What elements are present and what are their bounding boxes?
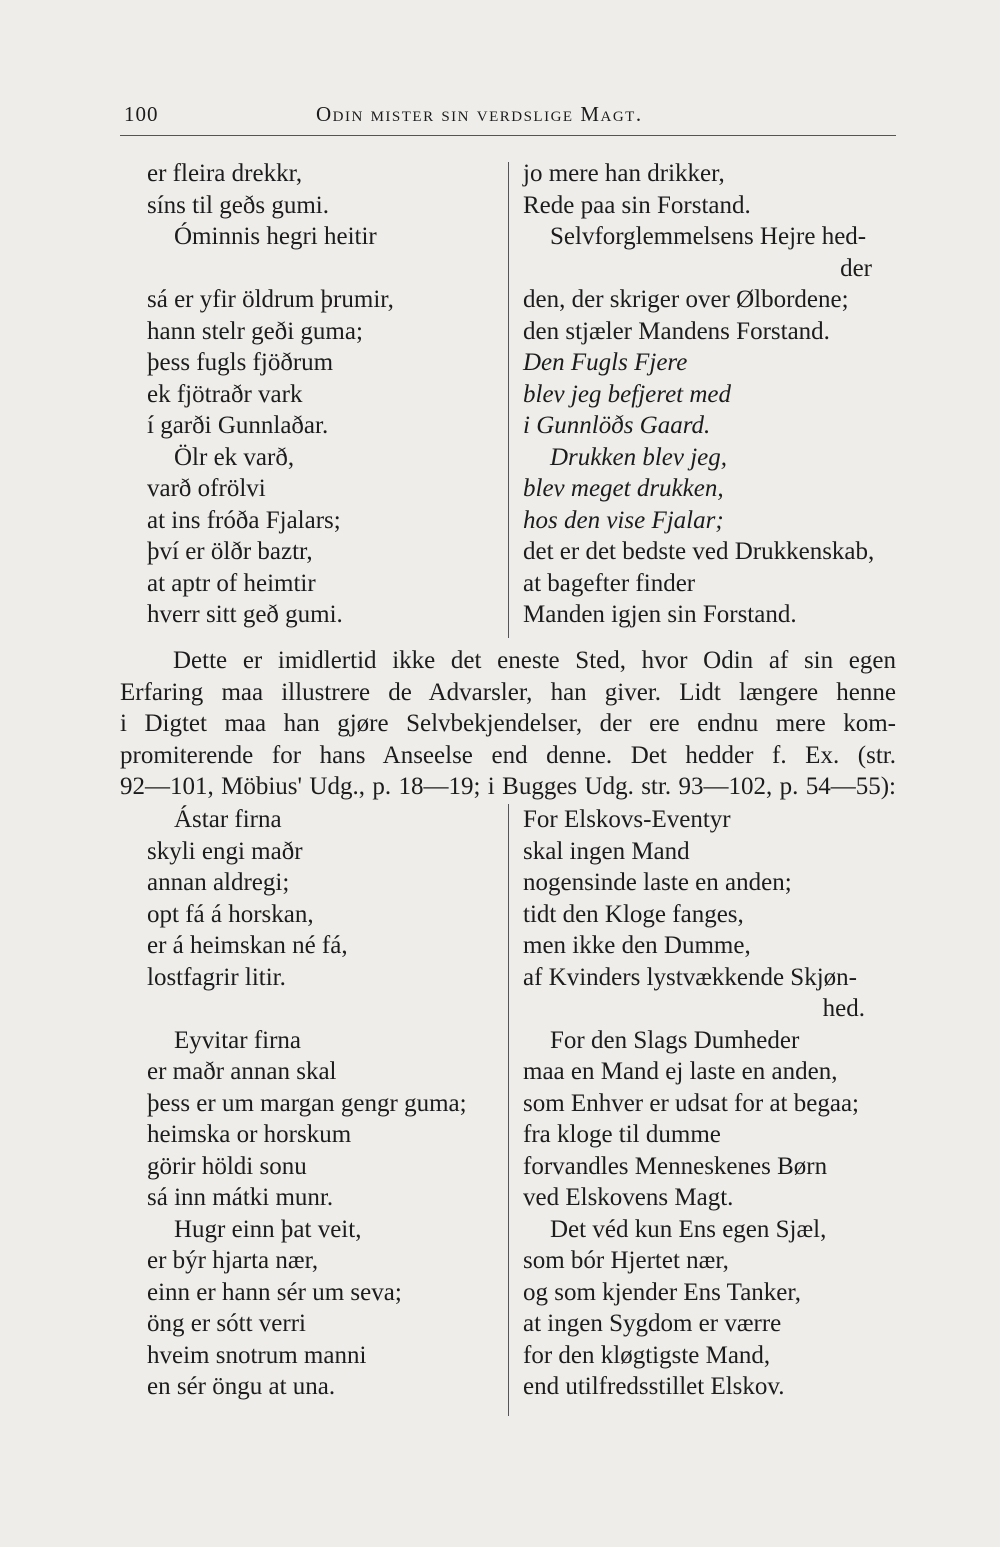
- page-header: [120, 102, 896, 136]
- verse-line-original: Ölr ek varð,: [174, 443, 295, 471]
- verse-line-original: at ins fróða Fjalars;: [147, 506, 341, 534]
- verse-line-translation: i Gunnlöðs Gaard.: [523, 412, 711, 439]
- verse-line-translation: den, der skriger over Ølbordene;: [523, 286, 849, 313]
- verse-line-original: sá er yfir öldrum þrumir,: [147, 286, 394, 313]
- prose-line: i Digtet maa han gjøre Selvbekjendelser, der ere endnu mere kom-: [120, 710, 896, 737]
- verse-line-translation: der: [840, 254, 872, 282]
- verse-line-translation: Det véd kun Ens egen Sjæl,: [550, 1215, 827, 1243]
- verse-line-original: Ástar firna: [174, 806, 282, 833]
- verse-line-original: annan aldregi;: [147, 869, 290, 896]
- prose-line: Erfaring maa illustrere de Advarsler, han giver. Lidt længere henne: [120, 678, 896, 706]
- verse-line-translation: og som kjender Ens Tanker,: [523, 1278, 801, 1306]
- verse-line-translation: den stjæler Mandens Forstand.: [523, 317, 830, 345]
- verse-line-translation: Den Fugls Fjere: [523, 349, 688, 376]
- running-title: Odin mister sin verdslige Magt.: [316, 102, 643, 126]
- verse-line-translation: men ikke den Dumme,: [523, 932, 751, 959]
- prose-line: promiterende for hans Anseelse end denne. Det hedder f. Ex. (str.: [120, 741, 896, 769]
- verse-line-translation: nogensinde laste en anden;: [523, 869, 792, 896]
- verse-line-original: er býr hjarta nær,: [147, 1247, 319, 1274]
- verse-line-translation: Selvforglemmelsens Hejre hed-: [550, 223, 867, 250]
- verse-line-original: því er ölðr baztr,: [147, 538, 313, 565]
- verse-line-translation: Rede paa sin Forstand.: [523, 191, 751, 219]
- verse-line-original: opt fá á horskan,: [147, 900, 314, 928]
- verse-line-translation: For Elskovs-Eventyr: [523, 806, 731, 833]
- verse-line-translation: ved Elskovens Magt.: [523, 1184, 734, 1211]
- verse-line-translation: forvandles Menneskenes Børn: [523, 1152, 828, 1180]
- prose-line: Dette er imidlertid ikke det eneste Sted, hvor Odin af sin egen: [173, 647, 896, 674]
- column-divider: [508, 804, 509, 1416]
- verse-line-original: er á heimskan né fá,: [147, 932, 348, 959]
- verse-line-translation: skal ingen Mand: [523, 837, 690, 865]
- header-rule: [120, 135, 896, 136]
- verse-line-original: öng er sótt verri: [147, 1310, 306, 1337]
- verse-line-translation: hos den vise Fjalar;: [523, 506, 724, 534]
- verse-line-original: hann stelr geði guma;: [147, 317, 363, 345]
- verse-line-original: skyli engi maðr: [147, 837, 303, 865]
- verse-line-translation: end utilfredsstillet Elskov.: [523, 1373, 785, 1400]
- verse-line-original: heimska or horskum: [147, 1121, 352, 1148]
- verse-line-original: at aptr of heimtir: [147, 569, 316, 597]
- verse-line-original: síns til geðs gumi.: [147, 191, 329, 219]
- verse-line-original: hverr sitt geð gumi.: [147, 601, 343, 628]
- verse-line-translation: maa en Mand ej laste en anden,: [523, 1058, 838, 1085]
- verse-line-original: varð ofrölvi: [147, 475, 266, 502]
- verse-line-original: er fleira drekkr,: [147, 160, 303, 187]
- verse-line-translation: det er det bedste ved Drukkenskab,: [523, 538, 875, 565]
- verse-line-translation: For den Slags Dumheder: [550, 1026, 800, 1054]
- verse-line-original: er maðr annan skal: [147, 1058, 337, 1085]
- verse-line-translation: for den kløgtigste Mand,: [523, 1341, 771, 1369]
- verse-line-original: sá inn mátki munr.: [147, 1184, 334, 1211]
- verse-line-translation: jo mere han drikker,: [523, 160, 725, 187]
- verse-line-original: í garði Gunnlaðar.: [147, 412, 329, 439]
- verse-line-translation: hed.: [822, 995, 865, 1022]
- verse-line-translation: at ingen Sygdom er værre: [523, 1310, 782, 1337]
- verse-line-translation: som Enhver er udsat for at begaa;: [523, 1089, 859, 1117]
- verse-line-translation: tidt den Kloge fanges,: [523, 900, 744, 928]
- verse-line-original: Eyvitar firna: [174, 1026, 302, 1054]
- verse-line-original: þess fugls fjöðrum: [147, 349, 334, 376]
- verse-line-translation: Manden igjen sin Forstand.: [523, 601, 797, 628]
- prose-line: 92—101, Möbius' Udg., p. 18—19; i Bugges Udg. str. 93—102, p. 54—55):: [120, 773, 896, 800]
- page-number: 100: [124, 102, 159, 126]
- verse-line-translation: blev meget drukken,: [523, 475, 724, 502]
- verse-line-translation: fra kloge til dumme: [523, 1121, 721, 1148]
- verse-line-original: görir höldi sonu: [147, 1152, 307, 1180]
- verse-line-original: hveim snotrum manni: [147, 1341, 367, 1369]
- verse-line-original: lostfagrir litir.: [147, 963, 286, 991]
- verse-line-original: Óminnis hegri heitir: [174, 223, 377, 250]
- verse-line-original: Hugr einn þat veit,: [174, 1215, 362, 1243]
- verse-line-original: einn er hann sér um seva;: [147, 1278, 402, 1306]
- verse-line-translation: at bagefter finder: [523, 569, 696, 597]
- verse-line-translation: blev jeg befjeret med: [523, 380, 732, 408]
- verse-line-original: ek fjötraðr vark: [147, 380, 303, 408]
- verse-line-translation: af Kvinders lystvækkende Skjøn-: [523, 963, 857, 991]
- verse-line-translation: som bór Hjertet nær,: [523, 1247, 729, 1274]
- verse-line-translation: Drukken blev jeg,: [550, 443, 728, 471]
- verse-line-original: en sér öngu at una.: [147, 1373, 336, 1400]
- verse-line-original: þess er um margan gengr guma;: [147, 1089, 467, 1117]
- column-divider: [508, 162, 509, 638]
